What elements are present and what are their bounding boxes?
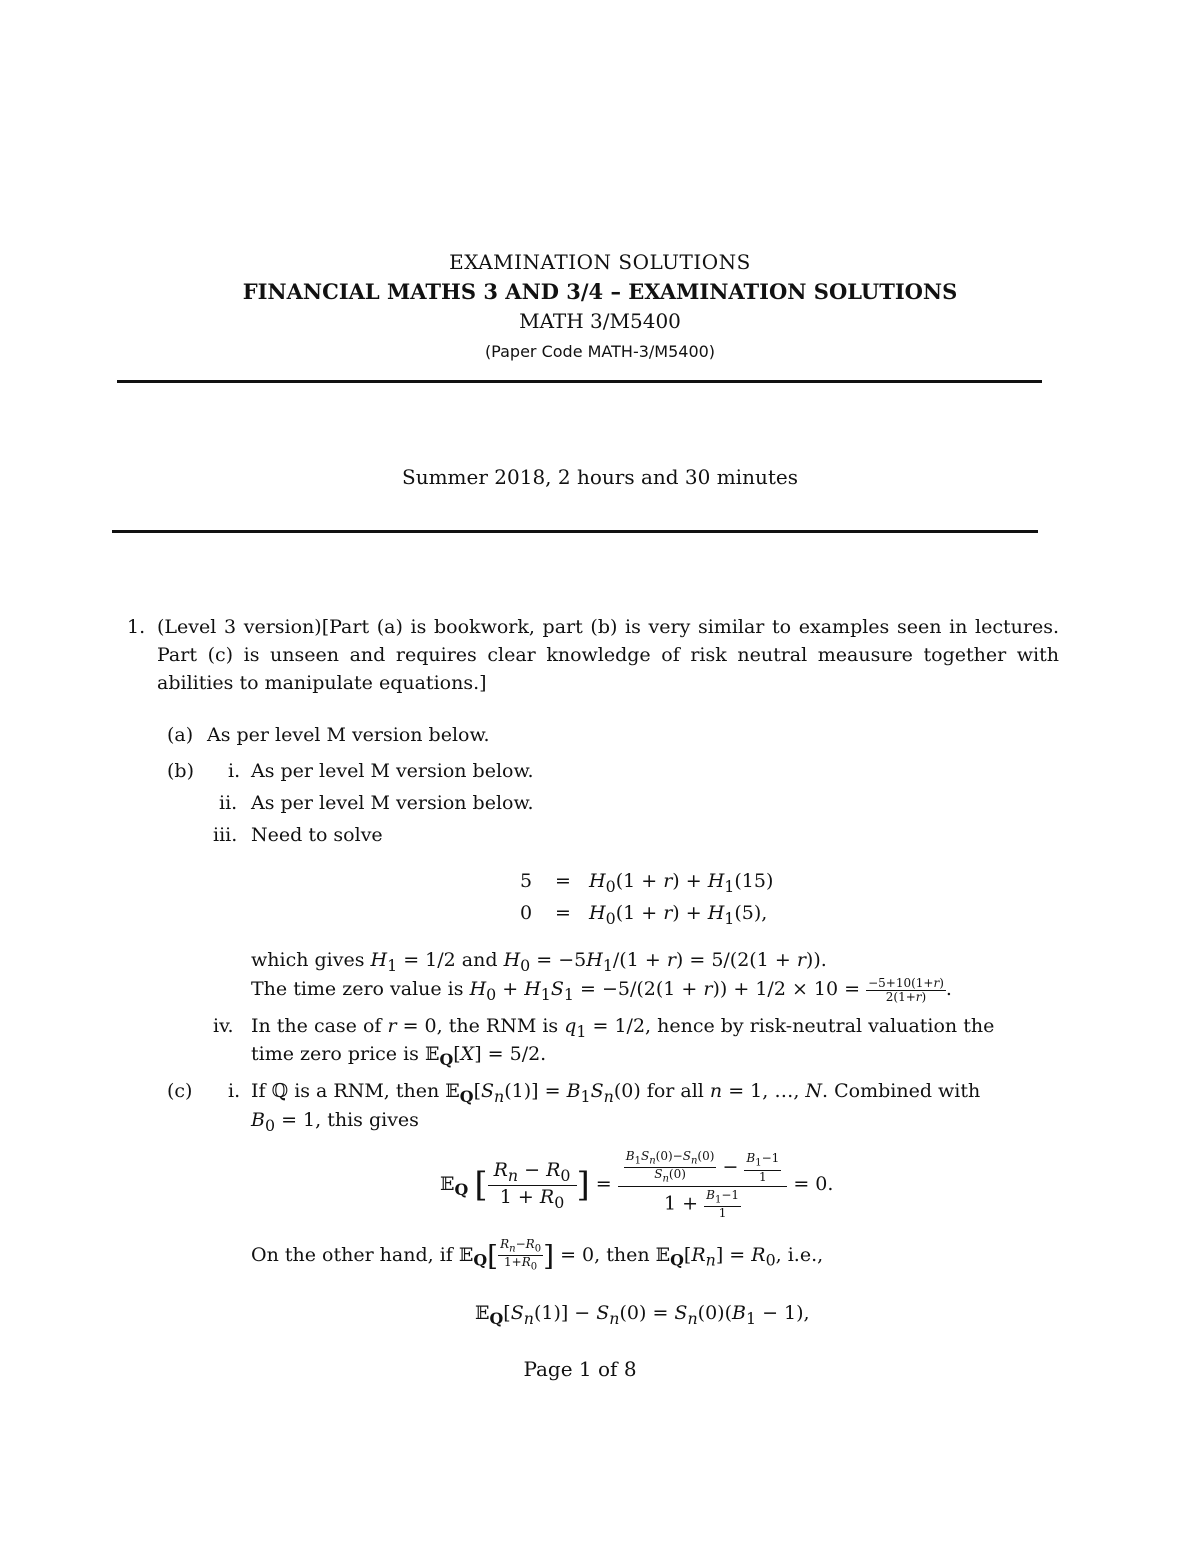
question-intro-line2: Part (c) is unseen and requires clear knowledge of risk neutral meausure together with	[157, 644, 1059, 666]
part-b-ii-label: ii.	[219, 792, 238, 814]
part-b-label: (b)	[167, 760, 194, 782]
part-b-ii-text: As per level M version below.	[251, 792, 534, 814]
part-a-label: (a)	[167, 724, 194, 746]
time-zero-value-line: The time zero value is $H_0 + H_1S_1 = -5/(2(1 + r)) + 1/2 \times 10$ = $\frac{-5+10(1+r)}{2(1+r)}$ .	[251, 975, 952, 1004]
part-c-i-line1: If ℚ is a RNM, then $𝔼_Q[S_n(1)] = B_1S_n(0)$ for all n = 1, …, N. Combined with	[251, 1080, 981, 1106]
equation-1-rhs: = $H_0(1 + r) + H_1(15)$	[555, 870, 774, 896]
ratio-fraction: $\frac{R_n - R_0}{1 + R_0}$	[488, 1159, 577, 1212]
final-equation: $𝔼_Q[S_n(1)] - S_n(0) = S_n(0)(B_1 - 1)$,	[475, 1302, 810, 1328]
part-c-i-line2: $B_0 = 1$, this gives	[251, 1109, 419, 1135]
equation-2-lhs: 0	[520, 902, 533, 924]
header-divider-top	[117, 380, 1042, 383]
question-intro-line3: abilities to manipulate equations.]	[157, 672, 487, 694]
equation-2-rhs: = $H_0(1 + r) + H_1(5)$,	[555, 902, 768, 928]
part-c-label: (c)	[167, 1080, 193, 1102]
part-b-i-text: As per level M version below.	[251, 760, 534, 782]
part-b-iv-label: iv.	[213, 1015, 234, 1037]
course-code: MATH 3/M5400	[519, 309, 681, 333]
page-number: Page 1 of 8	[523, 1357, 637, 1381]
equation-1-lhs: 5	[520, 870, 533, 892]
part-a-text: As per level M version below.	[207, 724, 490, 746]
expectation-equation: 𝔼$_Q$ [ $\frac{R_n - R_0}{1 + R_0}$ ] = $\frac{B_1S_n(0)-S_n(0)}{S_n(0)}$ − $\frac{B_1-1}{1}$ 1 + $\frac{B_1-1}{1}$ = 0.	[440, 1149, 834, 1221]
course-title: FINANCIAL MATHS 3 AND 3/4 – EXAMINATION SOLUTIONS	[242, 279, 958, 304]
part-b-iii-text: Need to solve	[251, 824, 383, 846]
big-fraction: $\frac{B_1S_n(0)-S_n(0)}{S_n(0)}$ − $\frac{B_1-1}{1}$ 1 + $\frac{B_1-1}{1}$	[618, 1150, 788, 1220]
part-b-i-label: i.	[228, 760, 241, 782]
question-number: 1.	[127, 616, 146, 638]
question-intro-line1: (Level 3 version)[Part (a) is bookwork, part (b) is very similar to examples seen in lectures.	[157, 616, 1059, 638]
paper-code: (Paper Code MATH-3/M5400)	[484, 342, 716, 361]
part-c-i-label: i.	[228, 1080, 241, 1102]
other-hand-line: On the other hand, if 𝔼$_Q$[ $\frac{R_n-R_0}{1+R_0}$ ] = 0, then $𝔼_Q[R_n] = R_0$, i.e.,	[251, 1237, 824, 1273]
session-info: Summer 2018, 2 hours and 30 minutes	[402, 465, 798, 489]
part-b-iv-line2: time zero price is 𝔼$_Q$[X] = 5/2.	[251, 1043, 547, 1069]
time-zero-fraction: $\frac{-5+10(1+r)}{2(1+r)}$	[868, 975, 944, 1004]
header-divider-bottom	[112, 530, 1038, 533]
part-b-iv-line1: In the case of r = 0, the RNM is $q_1 = 1/2$, hence by risk-neutral valuation the	[251, 1015, 995, 1041]
header-title: EXAMINATION SOLUTIONS	[449, 250, 751, 274]
part-b-iii-label: iii.	[213, 824, 238, 846]
solution-line: which gives $H_1 = 1/2$ and $H_0 = -5H_1/(1 + r) = 5/(2(1 + r))$.	[251, 949, 827, 975]
